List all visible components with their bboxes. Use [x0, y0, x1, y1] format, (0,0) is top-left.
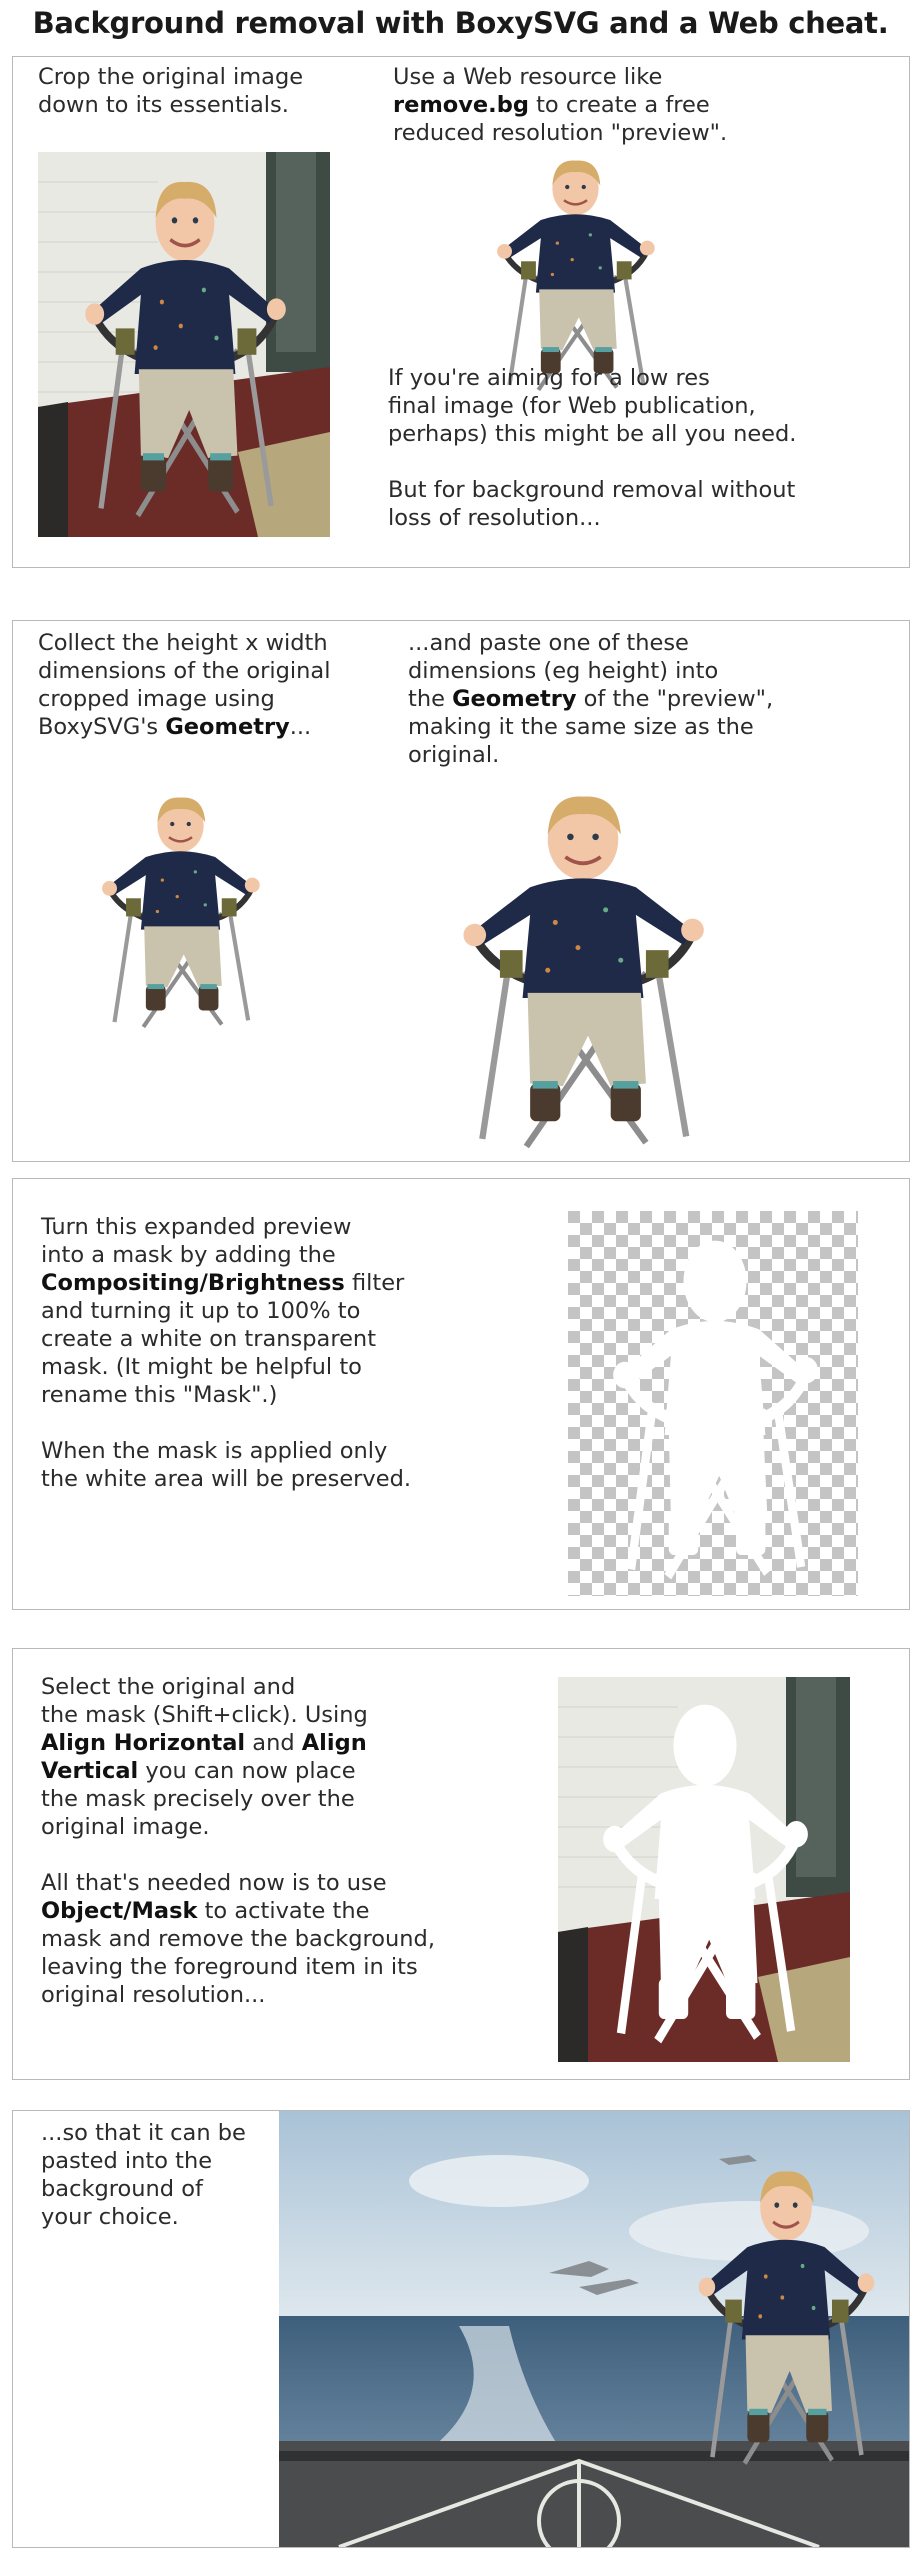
child-cutout-resized-image [443, 784, 723, 1149]
panel1-right-text: Use a Web resource like remove.bg to create a free reduced resolution "preview". [393, 64, 728, 146]
page-title: Background removal with BoxySVG and a Web cheat. [32, 6, 889, 40]
panel-crop-and-preview [12, 56, 910, 568]
mask-over-original-photo [558, 1677, 850, 2062]
panel1-note-text: If you're aiming for a low res final image (for Web publication, perhaps) this might be all you need. But for background removal without loss of resolution... [388, 365, 797, 531]
panel-geometry-resize [12, 620, 910, 1162]
child-cutout-small-image [98, 789, 263, 1029]
child-on-ship-deck-composite-image [279, 2111, 909, 2547]
panel1-left-text: Crop the original image down to its essentials. [38, 64, 304, 118]
panel2-left-text: Collect the height x width dimensions of the original cropped image using BoxySVG's Geometry... [38, 630, 331, 740]
white-mask-on-checkerboard-image [568, 1211, 858, 1596]
panel5-text: ...so that it can be pasted into the background of your choice. [41, 2120, 246, 2230]
panel-create-mask [12, 1178, 910, 1610]
child-on-chair-photo [38, 152, 330, 537]
panel2-right-text: ...and paste one of these dimensions (eg height) into the Geometry of the "preview", making it the same size as the original. [408, 630, 774, 768]
child-cutout-preview-image [493, 152, 658, 392]
panel4-text: Select the original and the mask (Shift+click). Using Align Horizontal and Align Vertical you can now place the mask precisely over the original image. All that's needed now is to use Object/Mask to activate the mask and remove the background, leaving the foreground item in its original resolution... [41, 1674, 435, 2008]
panel3-text: Turn this expanded preview into a mask by adding the Compositing/Brightness filter and turning it up to 100% to create a white on transparent mask. (It might be helpful to rename this "Mask".) When the mask is applied only the white area will be preserved. [41, 1214, 412, 1492]
panel-align-and-apply-mask [12, 1648, 910, 2080]
panel-final-composite [12, 2110, 910, 2548]
